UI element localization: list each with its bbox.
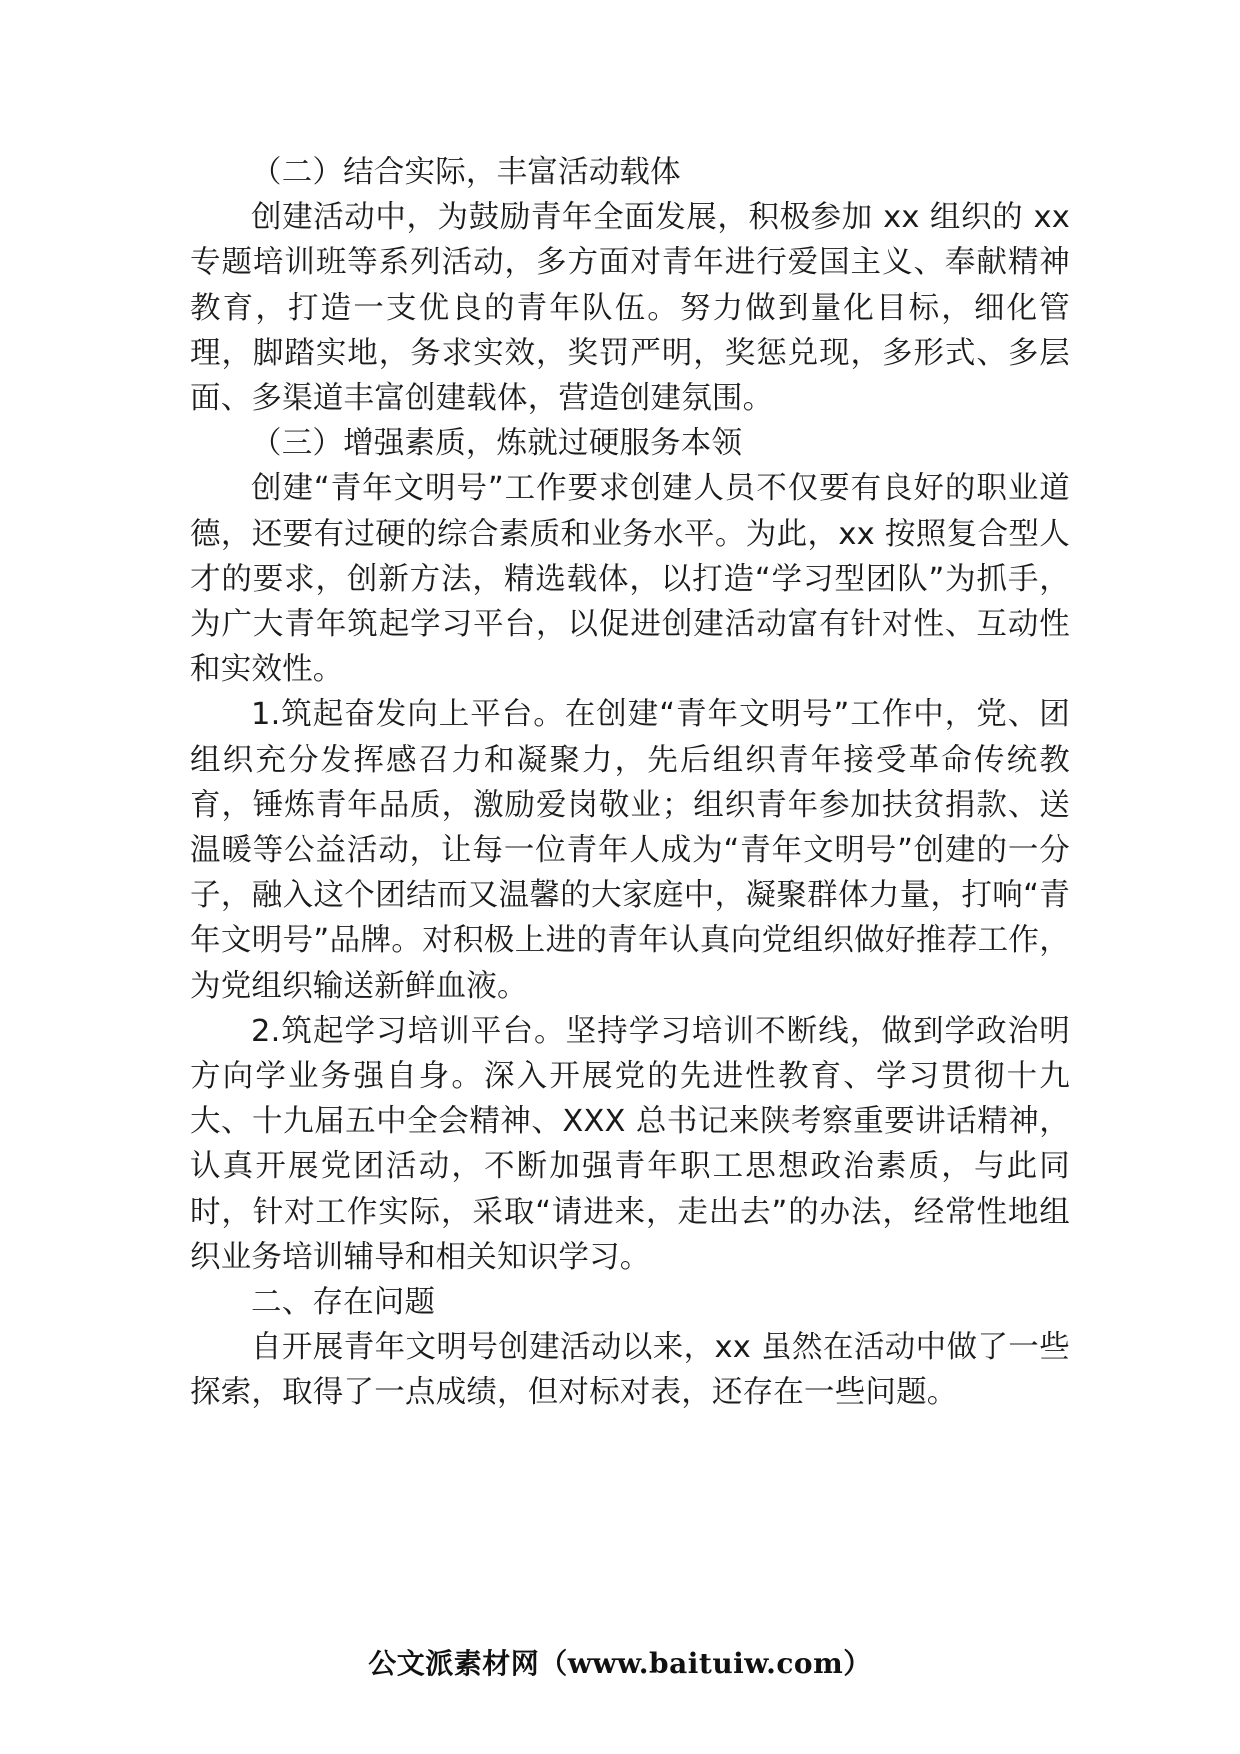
subheading-combine-practice: （二）结合实际，丰富活动载体 — [251, 155, 681, 190]
paragraph-quality-requirements: 创建“青年文明号”工作要求创建人员不仅要有良好的职业道德，还要有过硬的综合素质和业务水平。为此，xx 按照复合型人才的要求，创新方法，精选载体，以打造“学习型团队”为抓手，为广大青年筑起学习平台，以促进创建活动富有针对性、互动性和实效性。 — [190, 471, 1070, 688]
list-item-platform-2: 2.筑起学习培训平台。坚持学习培训不断线，做到学政治明方向学业务强自身。深入开展党的先进性教育、学习贯彻十九大、十九届五中全会精神、XXX 总书记来陕考察重要讲话精神，认真开展党团活动，不断加强青年职工思想政治素质，与此同时，针对工作实际，采取“请进来，走出去”的办法，经常性地组织业务培训辅导和相关知识学习。 — [190, 1013, 1070, 1275]
paragraph-problems-intro: 自开展青年文明号创建活动以来，xx 虽然在活动中做了一些探索，取得了一点成绩，但对标对表，还存在一些问题。 — [190, 1330, 1070, 1411]
footer-watermark: 公文派素材网（www.baituiw.com） — [368, 1647, 872, 1680]
subheading-enhance-quality: （三）增强素质，炼就过硬服务本领 — [251, 426, 743, 462]
document-body — [190, 150, 1070, 1416]
paragraph-activity-carriers: 创建活动中，为鼓励青年全面发展，积极参加 xx 组织的 xx 专题培训班等系列活动，多方面对青年进行爱国主义、奉献精神教育，打造一支优良的青年队伍。努力做到量化目标，细化管理，脚踏实地，务求实效，奖罚严明，奖惩兑现，多形式、多层面、多渠道丰富创建载体，营造创建氛围。 — [190, 200, 1070, 417]
section-heading-problems: 二、存在问题 — [251, 1285, 436, 1321]
list-item-platform-1: 1.筑起奋发向上平台。在创建“青年文明号”工作中，党、团组织充分发挥感召力和凝聚力，先后组织青年接受革命传统教育，锤炼青年品质，激励爱岗敬业；组织青年参加扶贫捐款、送温暖等公益活动，让每一位青年人成为“青年文明号”创建的一分子，融入这个团结而又温馨的大家庭中，凝聚群体力量，打响“青年文明号”品牌。对积极上进的青年认真向党组织做好推荐工作，为党组织输送新鲜血液。 — [190, 697, 1070, 1004]
